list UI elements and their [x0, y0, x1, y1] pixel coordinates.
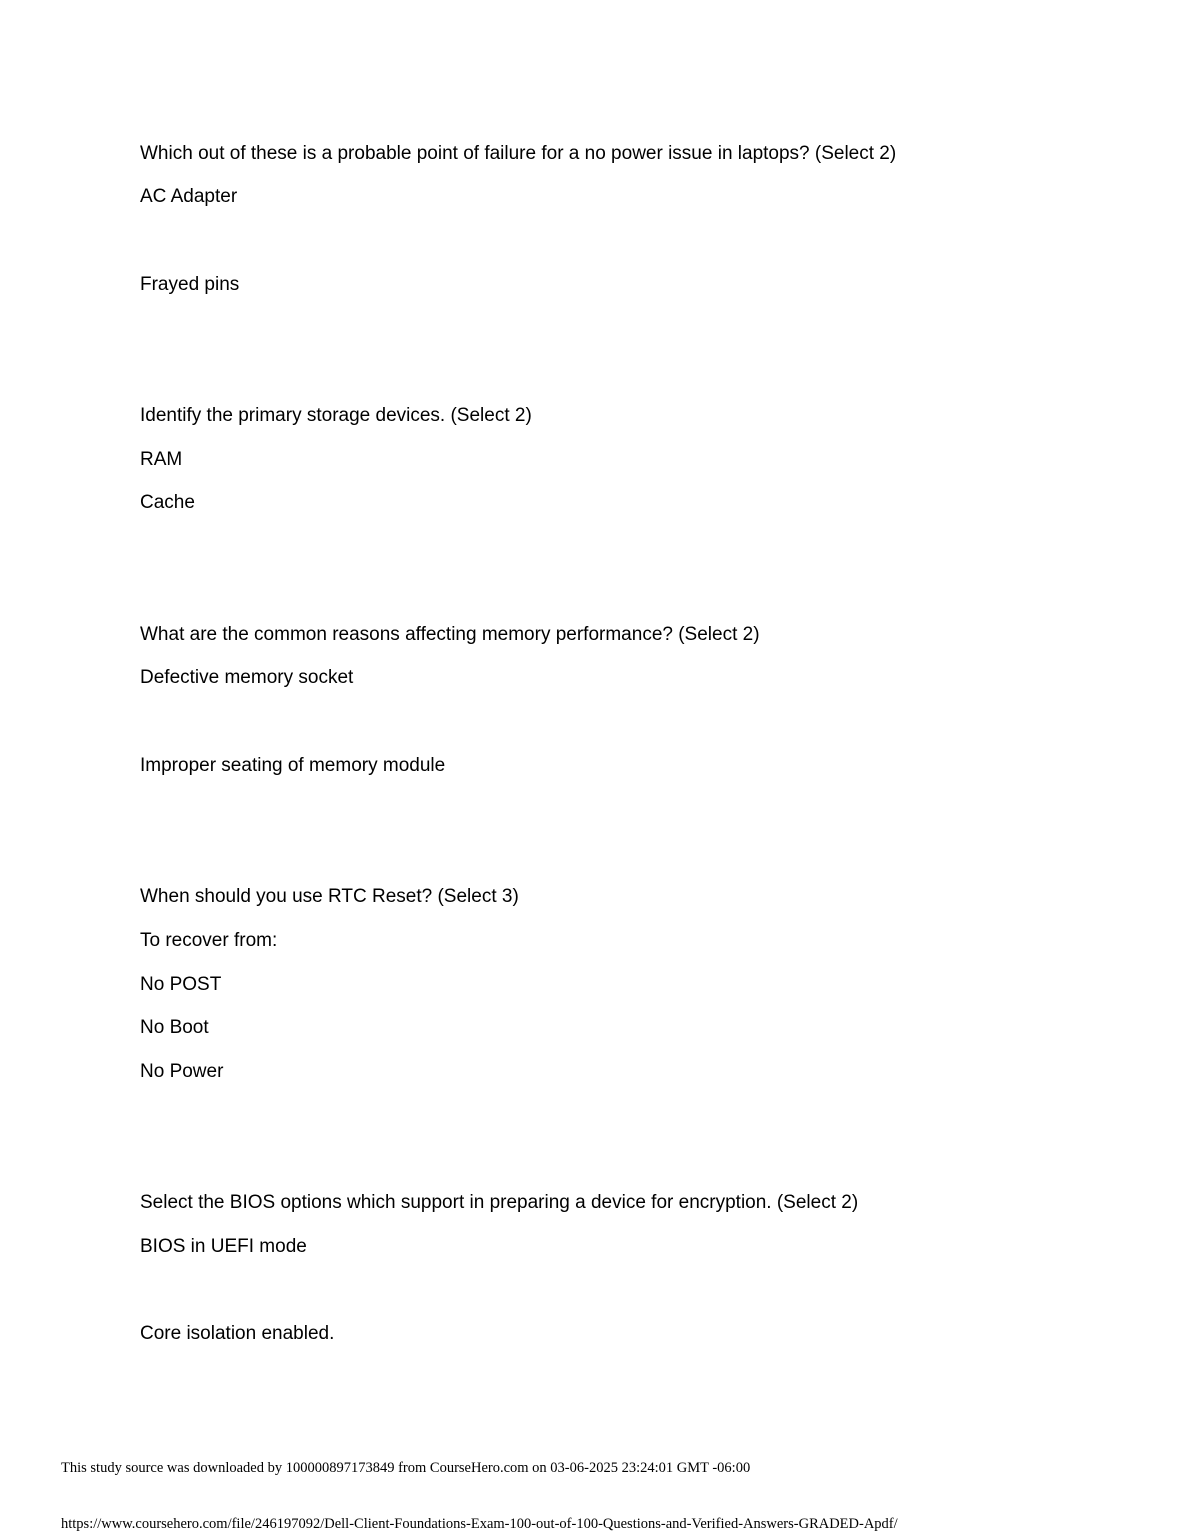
question-prompt: Select the BIOS options which support in preparing a device for encryption. (Select 2) — [140, 1192, 859, 1213]
answer-option: Cache — [140, 492, 195, 513]
source-url[interactable]: https://www.coursehero.com/file/246197092/Dell-Client-Foundations-Exam-100-out-of-100-Questions-and-Verified-Answers-GRADED-Apdf/ — [61, 1516, 898, 1532]
download-notice: This study source was downloaded by 100000897173849 from CourseHero.com on 03-06-2025 23:24:01 GMT -06:00 — [61, 1460, 751, 1476]
answer-intro: To recover from: — [140, 930, 278, 951]
answer-option: No Boot — [140, 1017, 209, 1038]
answer-option: AC Adapter — [140, 186, 238, 207]
answer-option: Improper seating of memory module — [140, 755, 446, 776]
question-prompt: What are the common reasons affecting memory performance? (Select 2) — [140, 624, 760, 645]
answer-option: Core isolation enabled. — [140, 1323, 335, 1344]
answer-option: BIOS in UEFI mode — [140, 1236, 307, 1257]
answer-option: No POST — [140, 974, 222, 995]
question-prompt: When should you use RTC Reset? (Select 3) — [140, 886, 519, 907]
answer-option: RAM — [140, 449, 183, 470]
answer-option: Frayed pins — [140, 274, 240, 295]
question-prompt: Which out of these is a probable point of failure for a no power issue in laptops? (Select 2) — [140, 143, 897, 164]
question-prompt: Identify the primary storage devices. (Select 2) — [140, 405, 532, 426]
answer-option: No Power — [140, 1061, 224, 1082]
answer-option: Defective memory socket — [140, 667, 354, 688]
